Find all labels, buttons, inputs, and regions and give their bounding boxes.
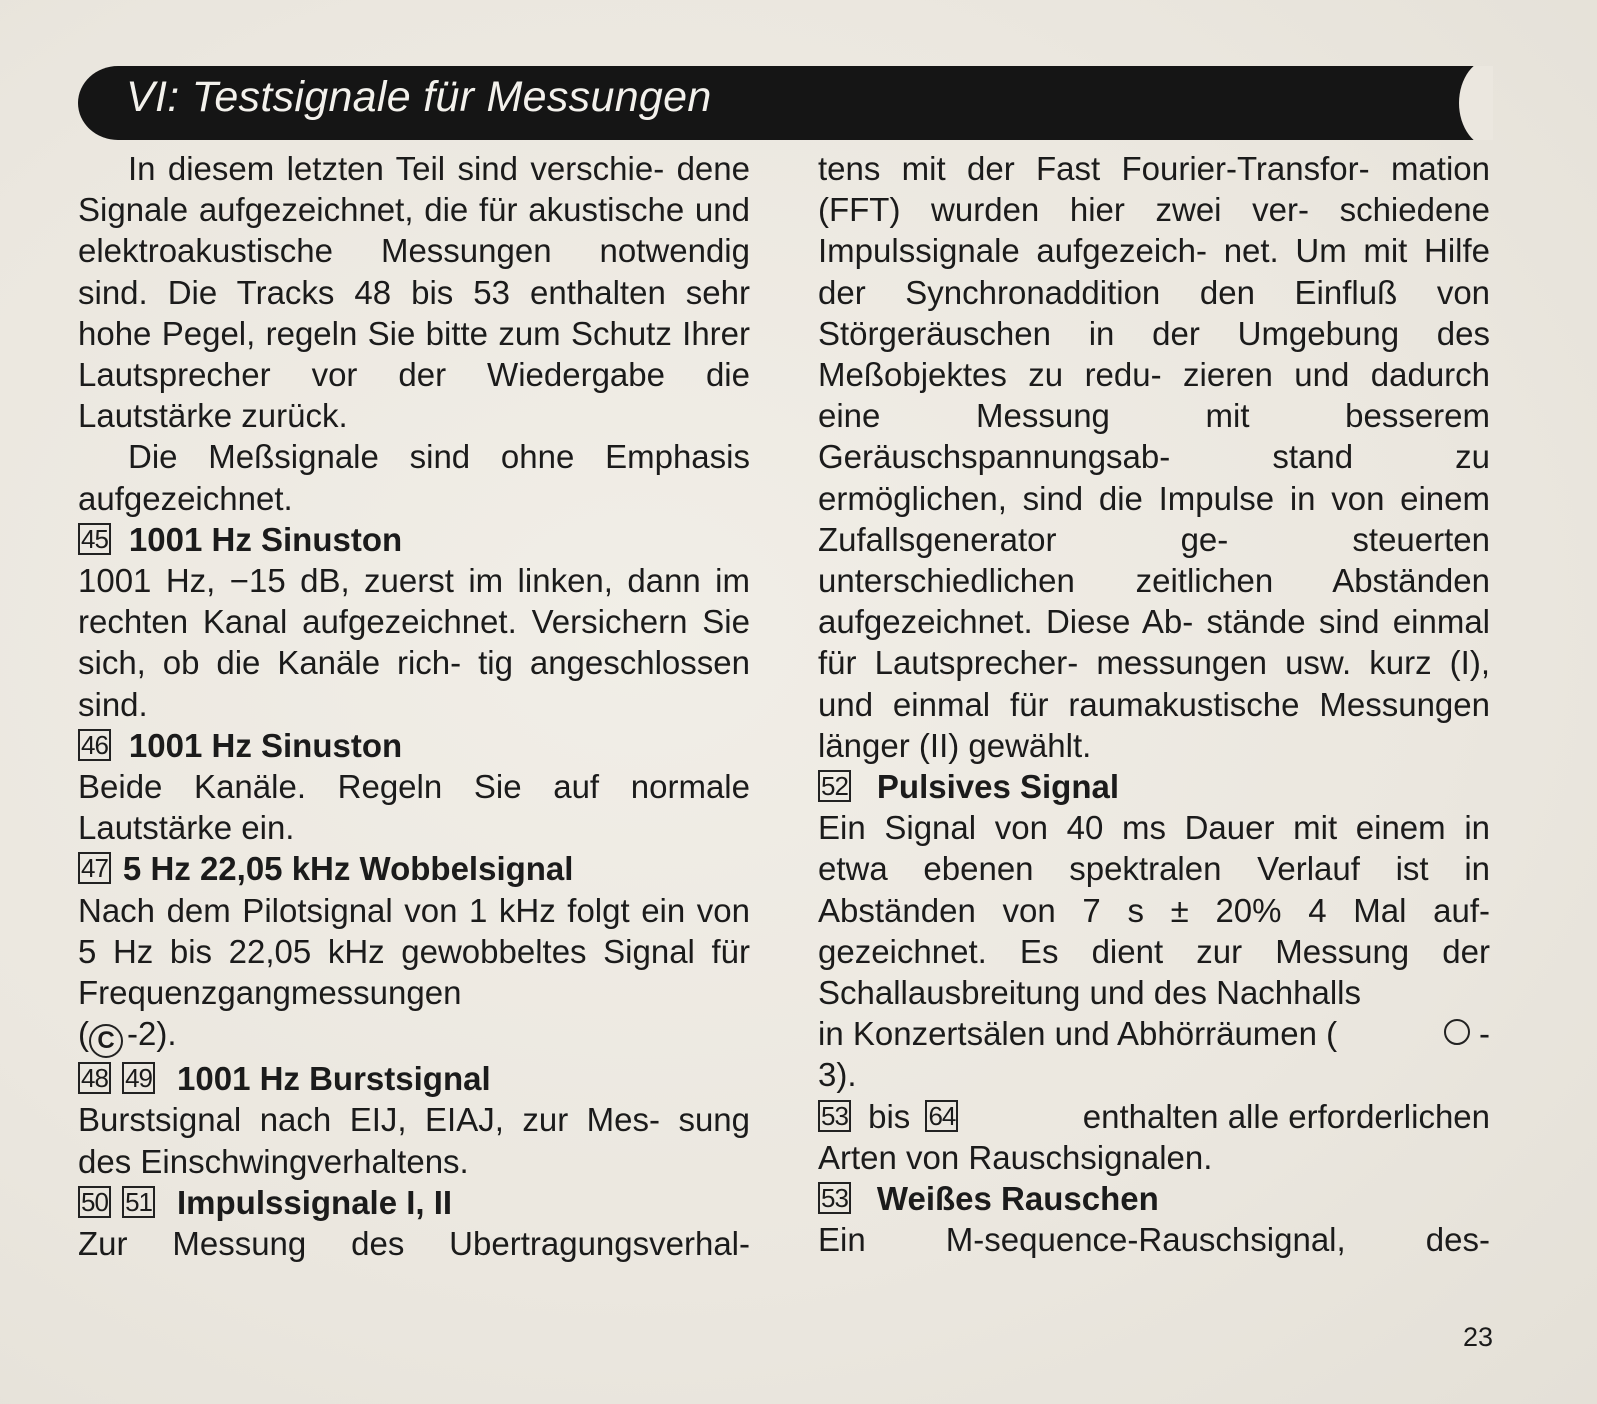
impulse-continuation <box>818 148 1490 766</box>
track-number-box: 53 <box>818 1182 851 1214</box>
text-line: Messungen notwendig sind. Die <box>78 232 750 311</box>
track-48-49-description <box>78 1099 750 1181</box>
reference-symbols <box>1444 1013 1490 1054</box>
tracks-53-64-range <box>818 1096 1490 1137</box>
left-column <box>78 148 750 1264</box>
page-number: 23 <box>1462 1322 1493 1352</box>
track-number-box: 51 <box>122 1186 155 1218</box>
text-line: zieren und dadurch eine Messung mit <box>818 356 1491 435</box>
text-line: Die Meßsignale sind ohne Emphasis <box>128 438 750 476</box>
track-46-description <box>78 766 750 848</box>
track-45-heading <box>78 519 750 560</box>
text-line: Tracks 48 bis 53 enthalten sehr hohe <box>78 273 750 352</box>
track-title: Pulsives Signal <box>876 768 1120 806</box>
track-50-51-description <box>78 1223 750 1264</box>
text-line: messungen usw. kurz (I), und einmal <box>818 644 1490 723</box>
track-48-49-heading <box>78 1058 750 1099</box>
text-line: Versichern Sie sich, ob die Kanäle rich- <box>78 603 750 682</box>
text-line: dann im rechten Kanal aufgezeichnet. <box>78 562 750 641</box>
track-52-description <box>818 807 1490 1013</box>
track-number-box: 49 <box>122 1062 155 1094</box>
text-line: für raumakustische Messungen länger <box>818 685 1490 764</box>
intro-paragraph <box>78 148 750 436</box>
text-line: aufgezeichnet. <box>78 479 293 517</box>
track-52-heading <box>818 766 1490 807</box>
track-number-box: 46 <box>78 729 111 761</box>
track-number-box: 52 <box>818 770 851 802</box>
text-line: in Abständen von 7 s ± 20% 4 Mal auf- <box>818 850 1490 929</box>
range-word: bis <box>868 1097 911 1135</box>
section-banner <box>78 66 1493 140</box>
track-title: 1001 Hz Burstsignal <box>177 1060 491 1098</box>
text-line: in Konzertsälen und Abhörräumen ( <box>818 1015 1338 1053</box>
text-line: Lautstärke ein. <box>78 809 295 847</box>
text-line: tens mit der Fast Fourier-Transfor- <box>818 150 1370 187</box>
text-line: 1001 Hz, −15 dB, zuerst im linken, <box>78 562 613 600</box>
text-line: (II) gewählt. <box>918 726 1092 764</box>
track-title: 1001 Hz Sinuston <box>128 726 403 764</box>
track-title: 1001 Hz Sinuston <box>128 520 403 558</box>
text-line: gezeichnet. Es dient zur Messung der <box>818 932 1490 970</box>
text-line: stände sind einmal für Lautsprecher- <box>818 603 1490 682</box>
track-52-reference <box>818 1013 1490 1054</box>
reference-tail: -2). <box>127 1015 177 1053</box>
reference-dash: - <box>1479 1015 1490 1053</box>
text-line: besserem Geräuschspannungsab- <box>818 397 1490 476</box>
track-number-box: 48 <box>78 1062 111 1094</box>
track-number-box: 50 <box>78 1186 111 1218</box>
text-line: Beide Kanäle. Regeln Sie auf normale <box>78 768 750 806</box>
banner-notch <box>1459 66 1493 140</box>
track-title: Weißes Rauschen <box>876 1180 1159 1218</box>
track-52-reference-end: 3). <box>818 1056 857 1094</box>
text-line: Signal für Frequenzgangmessungen <box>78 932 750 1012</box>
text-line: Ein Signal von 40 ms Dauer mit einem <box>818 809 1446 847</box>
track-number-box: 53 <box>818 1100 851 1132</box>
text-line: Abständen aufgezeichnet. Diese Ab- <box>818 562 1490 641</box>
text-line: dene Signale aufgezeichnet, die für <box>78 150 750 229</box>
text-line: den Einfluß von Störgeräuschen in der <box>818 273 1491 352</box>
text-line: ein von 5 Hz bis 22,05 kHz gewobbeltes <box>78 891 750 970</box>
track-45-description <box>78 560 750 725</box>
text-line: Schallausbreitung und des Nachhalls <box>818 974 1362 1012</box>
text-line: sung des Einschwingverhaltens. <box>78 1101 751 1180</box>
text-line: Zur Messung des Ubertragungsverhal- <box>78 1225 750 1263</box>
track-number-box: 64 <box>925 1100 958 1132</box>
track-47-heading <box>78 848 750 889</box>
track-number-box: 45 <box>78 523 111 555</box>
range-start <box>818 1096 960 1137</box>
track-46-heading <box>78 725 750 766</box>
track-53-description <box>818 1219 1490 1260</box>
text-line: Nach dem Pilotsignal von 1 kHz folgt <box>78 891 630 929</box>
circle-icon <box>1444 1019 1470 1045</box>
text-line: In diesem letzten Teil sind verschie- <box>128 150 665 187</box>
right-column <box>818 148 1490 1260</box>
text-line: akustische und elektroakustische <box>78 191 750 270</box>
track-53-heading <box>818 1178 1490 1219</box>
track-50-51-heading <box>78 1182 750 1223</box>
track-title: 5 Hz 22,05 kHz Wobbelsignal <box>122 850 574 888</box>
text-line: tig angeschlossen sind. <box>78 644 750 723</box>
range-line-2: Arten von Rauschsignalen. <box>818 1138 1213 1176</box>
text-line: Lautstärke zurück. <box>78 397 348 435</box>
text-line: Burstsignal nach EIJ, EIAJ, zur Mes- <box>78 1101 660 1139</box>
text-line: Umgebung des Meßobjektes zu redu- <box>818 314 1490 394</box>
track-47-reference <box>78 1013 750 1058</box>
text-line: Lautsprecher vor der Wiedergabe die <box>78 356 750 394</box>
text-line: steuerten unterschiedlichen zeitlichen <box>818 520 1490 600</box>
text-line: Pegel, regeln Sie bitte zum Schutz Ihrer <box>161 314 751 352</box>
paren-open: ( <box>78 1015 89 1053</box>
text-line: Ein M-sequence-Rauschsignal, des- <box>818 1221 1490 1259</box>
text-line: in von einem Zufallsgenerator ge- <box>818 479 1491 558</box>
track-47-description <box>78 890 750 1014</box>
track-title: Impulssignale I, II <box>177 1183 453 1221</box>
text-line: net. Um mit Hilfe der Synchronaddition <box>818 232 1491 311</box>
text-line: in etwa ebenen spektralen Verlauf ist <box>818 809 1490 888</box>
text-line: stand zu ermöglichen, sind die Impulse <box>818 438 1491 517</box>
text-line: schiedene Impulssignale aufgezeich- <box>818 191 1491 270</box>
track-number-box: 47 <box>78 852 111 884</box>
range-text: enthalten alle erforderlichen <box>1082 1097 1490 1135</box>
section-title: VI: Testsignale für Messungen <box>126 73 712 121</box>
circled-c-icon: C <box>89 1024 123 1058</box>
text-line: mation (FFT) wurden hier zwei ver- <box>818 150 1490 229</box>
emphasis-paragraph <box>78 436 750 518</box>
